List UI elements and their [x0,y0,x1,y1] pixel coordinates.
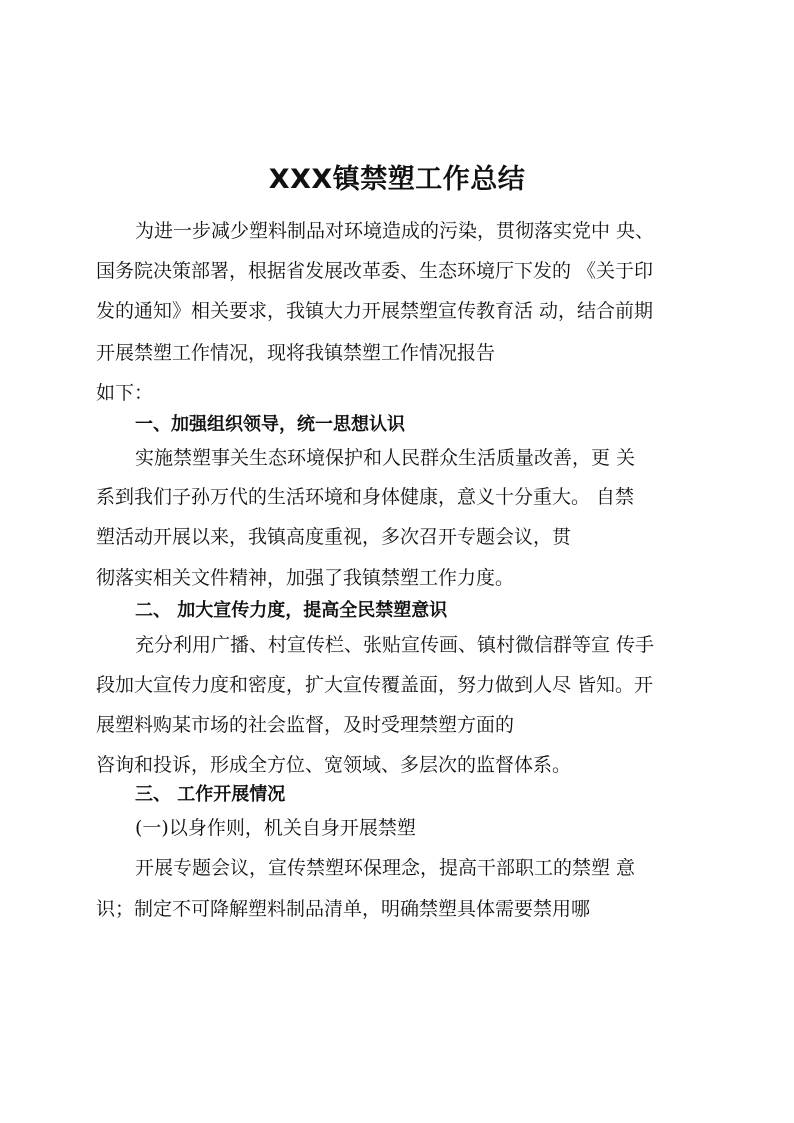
intro-paragraph-line-4: 开展禁塑工作情况，现将我镇禁塑工作情况报告 [96,342,496,364]
intro-paragraph-line-3: 发的通知》相关要求，我镇大力开展禁塑宣传教育活 动，结合前期 [96,300,654,322]
section-heading-3: 三、 工作开展情况 [135,784,286,805]
section-1-line-3: 塑活动开展以来，我镇高度重视，多次召开专题会议，贯 [96,526,572,548]
intro-paragraph-line-2: 国务院决策部署，根据省发展改革委、生态环境厅下发的 《关于印 [96,260,654,282]
section-1-line-1: 实施禁塑事关生态环境保护和人民群众生活质量改善，更 关 [135,447,636,469]
intro-paragraph-line-5: 如下： [96,382,154,404]
section-1-line-2: 系到我们子孙万代的生活环境和身体健康，意义十分重大。 自禁 [96,486,635,508]
section-heading-2: 二、 加大宣传力度，提高全民禁塑意识 [135,600,448,621]
section-3-line-1: 开展专题会议，宣传禁塑环保理念，提高干部职工的禁塑 意 [135,857,636,879]
section-2-line-3: 展塑料购某市场的社会监督，及时受理禁塑方面的 [96,714,515,736]
section-2-line-4: 咨询和投诉，形成全方位、宽领域、多层次的监督体系。 [96,754,572,776]
section-heading-1: 一、加强组织领导，统一思想认识 [135,414,405,435]
section-3-line-2: 识；制定不可降解塑料制品清单，明确禁塑具体需要禁用哪 [96,898,591,920]
section-2-line-1: 充分利用广播、村宣传栏、张贴宣传画、镇村微信群等宣 传手 [135,634,655,656]
section-1-line-4: 彻落实相关文件精神，加强了我镇禁塑工作力度。 [96,567,515,589]
intro-paragraph-line-1: 为进一步减少塑料制品对环境造成的污染，贯彻落实党中 央、 [135,220,655,242]
subsection-heading-1: (一)以身作则，机关自身开展禁塑 [135,817,416,839]
document-title: XXX镇禁塑工作总结 [268,164,526,195]
section-2-line-2: 段加大宣传力度和密度，扩大宣传覆盖面，努力做到人尽 皆知。开 [96,674,654,696]
